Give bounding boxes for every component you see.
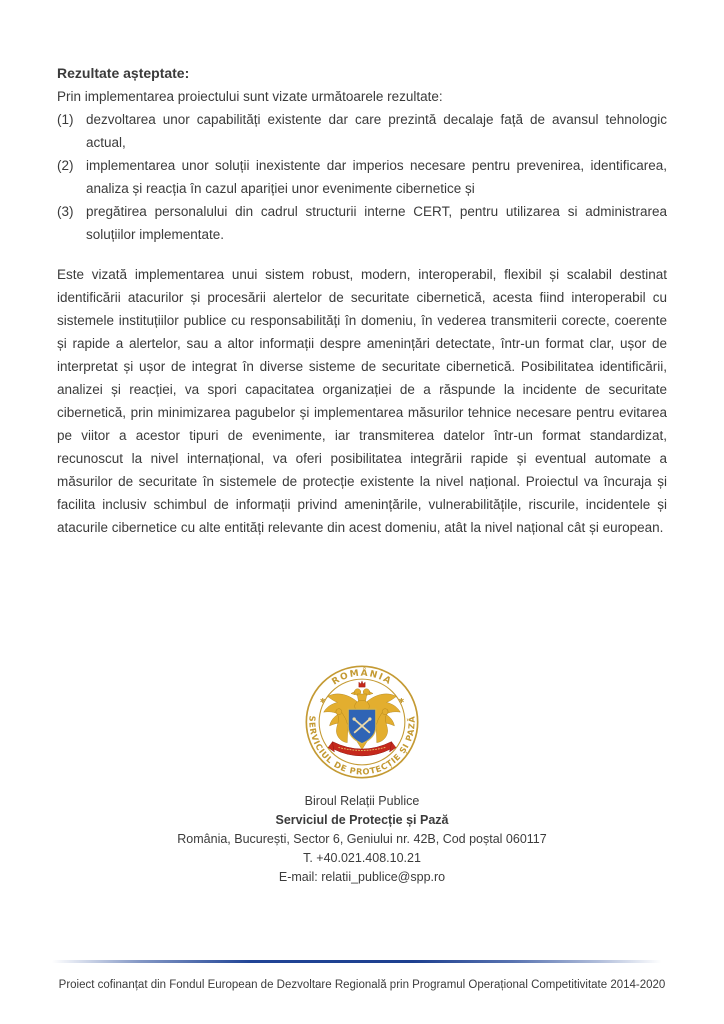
contact-address: România, București, Sector 6, Geniului nr. 42B, Cod poștal 060117 [177,832,547,846]
list-item-text: dezvoltarea unor capabilități existente dar care prezintă decalaje față de avansul tehnologic actual, [86,112,667,150]
results-heading: Rezultate așteptate: [57,65,190,81]
footer-funding-text: Proiect cofinanțat din Fondul European de Dezvoltare Regională prin Programul Operațional Competitivitate 2014-2020 [58,979,666,991]
results-list [57,108,667,246]
spp-seal [303,663,421,781]
contact-office: Biroul Relații Publice [304,794,420,808]
list-item [57,200,667,246]
list-item-number: (3) [57,204,74,219]
list-item-text: implementarea unor soluții inexistente dar imperios necesare pentru prevenirea, identificarea, analiza și reacția în cazul apariției unor evenimente cibernetice și [86,158,667,196]
contact-organization: Serviciul de Protecție și Pază [275,813,449,827]
list-item-number: (2) [57,158,74,173]
list-item [57,154,667,200]
footer-divider [52,960,674,963]
star-icon: ✱ [319,696,326,705]
eagle-crown [359,681,365,687]
seal-country-text: ROMÂNIA [330,668,394,688]
list-item [57,108,667,154]
body-paragraph: Este vizată implementarea unui sistem robust, modern, interoperabil, flexibil și scalabil destinat identificării atacurilor și procesării alertelor de securitate cibernetică, acesta fiind interoperabil cu sistemele instituțiilor publice cu responsabilități în domeniu, în vederea transmiterii corecte, coerente și rapide a alertelor, sau a altor informații despre amenințări detectate, într-un format clar, ușor de interpretat și ușor de integrat în diverse sisteme de securitate cibernetică. Posibilitatea identificării, analizei și reacției, va spori capacitatea organizației de a răspunde la incidente de securitate cibernetică, prin minimizarea pagubelor și implementarea măsurilor tehnice necesare pentru evitarea pe viitor a acestor tipuri de evenimente, iar transmiterea datelor într-un format standardizat, recunoscut la nivel internațional, va oferi posibilitatea integrării rapide și eventual automate a măsurilor de securitate în sistemele de protecție existente la nivel național. Proiectul va încuraja și facilita inclusiv schimbul de informații privind amenințările, vulnerabilitățile, riscurile, incidentele și atacurile cibernetice cu alte entități relevante din acest domeniu, atât la nivel național cât și european. [57,267,667,535]
shield [348,709,376,743]
seal-ring-text: SERVICIUL DE PROTECȚIE ȘI PAZĂ [307,715,417,777]
contact-email: E-mail: relatii_publice@spp.ro [278,870,446,884]
list-item-number: (1) [57,112,74,127]
star-icon: ✱ [398,696,405,705]
results-section [57,62,667,246]
contact-phone: T. +40.021.408.10.21 [303,851,421,865]
contact-block [0,792,724,887]
list-item-text: pregătirea personalului din cadrul structurii interne CERT, pentru utilizarea si administrarea soluțiilor implementate. [86,204,667,242]
spp-seal-emblem [303,663,421,781]
results-intro: Prin implementarea proiectului sunt vizate următoarele rezultate: [57,89,443,104]
